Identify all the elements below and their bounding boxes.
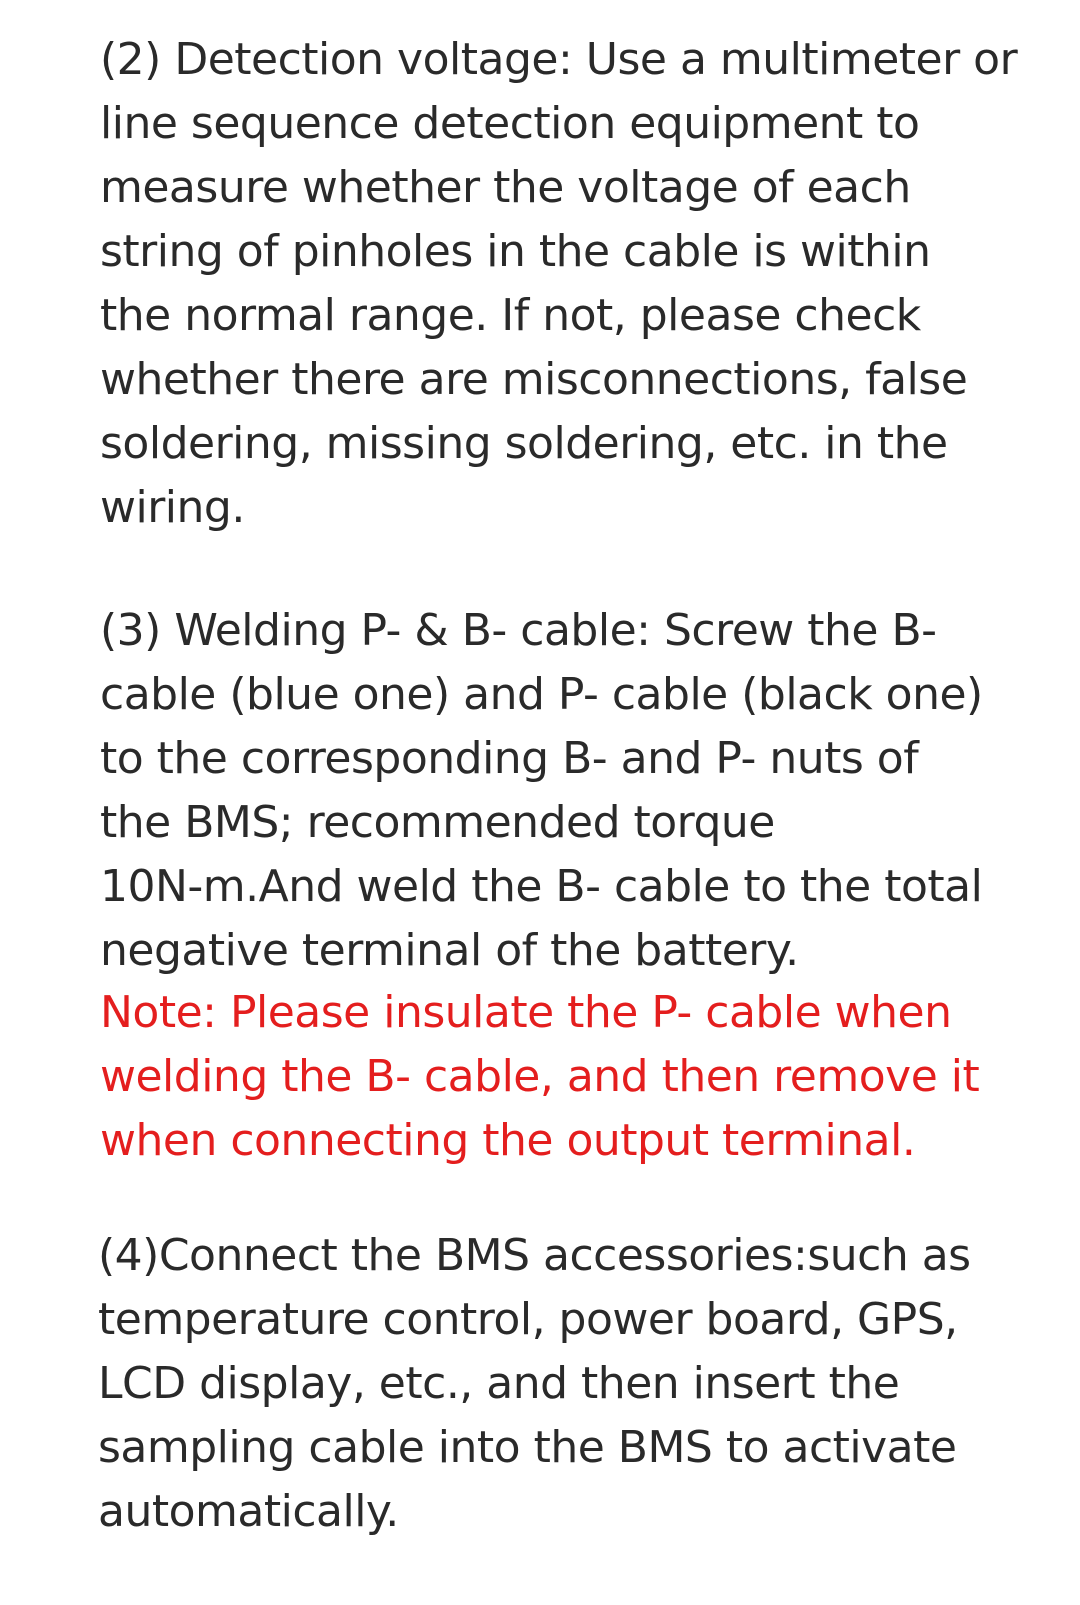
step-2-line-7: soldering, missing soldering, etc. in the [100,418,948,469]
step-3-note-line-2: welding the B- cable, and then remove it [100,1051,980,1102]
step-4-line-2: temperature control, power board, GPS, [98,1294,958,1345]
step-3-line-1: (3) Welding P- & B- cable: Screw the B- [100,605,937,656]
step-3-line-4: the BMS; recommended torque [100,797,775,848]
step-3-note-line-1: Note: Please insulate the P- cable when [100,987,952,1038]
step-2-line-6: whether there are misconnections, false [100,354,968,405]
step-2-line-8: wiring. [100,482,245,533]
step-3-note-line-3: when connecting the output terminal. [100,1115,916,1166]
step-4-line-1: (4)Connect the BMS accessories:such as [98,1230,971,1281]
step-2-line-4: string of pinholes in the cable is within [100,226,931,277]
step-2-line-3: measure whether the voltage of each [100,162,911,213]
step-4-line-3: LCD display, etc., and then insert the [98,1358,900,1409]
step-4-line-5: automatically. [98,1486,399,1537]
step-3-line-6: negative terminal of the battery. [100,925,799,976]
step-4-line-4: sampling cable into the BMS to activate [98,1422,957,1473]
step-2-line-1: (2) Detection voltage: Use a multimeter or [100,34,1018,85]
step-3-line-2: cable (blue one) and P- cable (black one) [100,669,983,720]
step-2-line-2: line sequence detection equipment to [100,98,920,149]
step-3-line-3: to the corresponding B- and P- nuts of [100,733,919,784]
step-3-line-5: 10N-m.And weld the B- cable to the total [100,861,983,912]
step-2-line-5: the normal range. If not, please check [100,290,921,341]
